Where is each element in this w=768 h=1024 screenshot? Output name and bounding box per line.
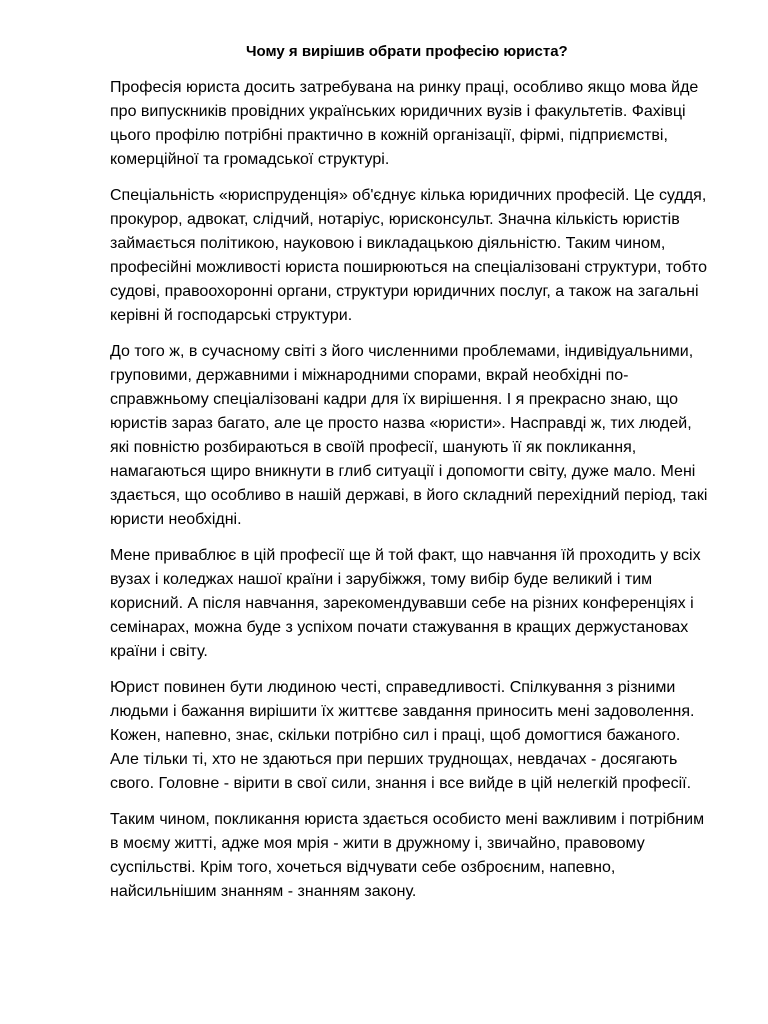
paragraph-4: Мене приваблює в цій професії ще й той факт, що навчання їй проходить у всіх вузах і коледжах нашої країни і зарубіжжя, тому вибір буде великий і тим корисний. А після навчання, зарекомендувавши себе на різних конференціях і семінарах, можна буде з успіхом почати стажування в кращих держустановах країни і світу. [110,547,701,660]
paragraph-6: Таким чином, покликання юриста здається особисто мені важливим і потрібним в моєму житті, адже моя мрія - жити в дружному і, звичайно, правовому суспільстві. Крім того, хочеться відчувати себе озброєним, напевно, найсильнішим знанням - знанням закону. [110,811,705,900]
paragraph-3: До того ж, в сучасному світі з його численними проблемами, індивідуальними, груповими, державними і міжнародними спорами, вкрай необхідні по-справжньому спеціалізовані кадри для їх вирішення. І я прекрасно знаю, що юристів зараз багато, але це просто назва «юристи». Насправді ж, тих людей, які повністю розбираються в своїй професії, шанують її як покликання, намагаються щиро вникнути в глиб ситуації і допомогти світу, дуже мало. Мені здається, що особливо в нашій державі, в його складний перехідний період, такі юристи необхідні. [110,343,708,528]
paragraph-5: Юрист повинен бути людиною честі, справедливості. Спілкування з різними людьми і бажання вирішити їх життєве завдання приносить мені задоволення. Кожен, напевно, знає, скільки потрібно сил і праці, щоб домогтися бажаного. Але тільки ті, хто не здаються при перших труднощах, невдачах - досягають свого. Головне - вірити в свої сили, знання і все вийде в цій нелегкій професії. [110,679,695,792]
document-title: Чому я вирішив обрати професію юриста? [246,43,568,60]
paragraph-1: Професія юриста досить затребувана на ринку праці, особливо якщо мова йде про випускників провідних українських юридичних вузів і факультетів. Фахівці цього профілю потрібні практично в кожній організації, фірмі, підприємстві, комерційної та громадської структурі. [110,79,699,168]
paragraph-2: Спеціальність «юриспруденція» об'єднує кілька юридичних професій. Це суддя, прокурор, адвокат, слідчий, нотаріус, юрисконсульт. Значна кількість юристів займається політикою, науковою і викладацькою діяльністю. Таким чином, професійні можливості юриста поширюються на спеціалізовані структури, тобто судові, правоохоронні органи, структури юридичних послуг, а також на загальні керівні й господарські структури. [110,187,707,324]
